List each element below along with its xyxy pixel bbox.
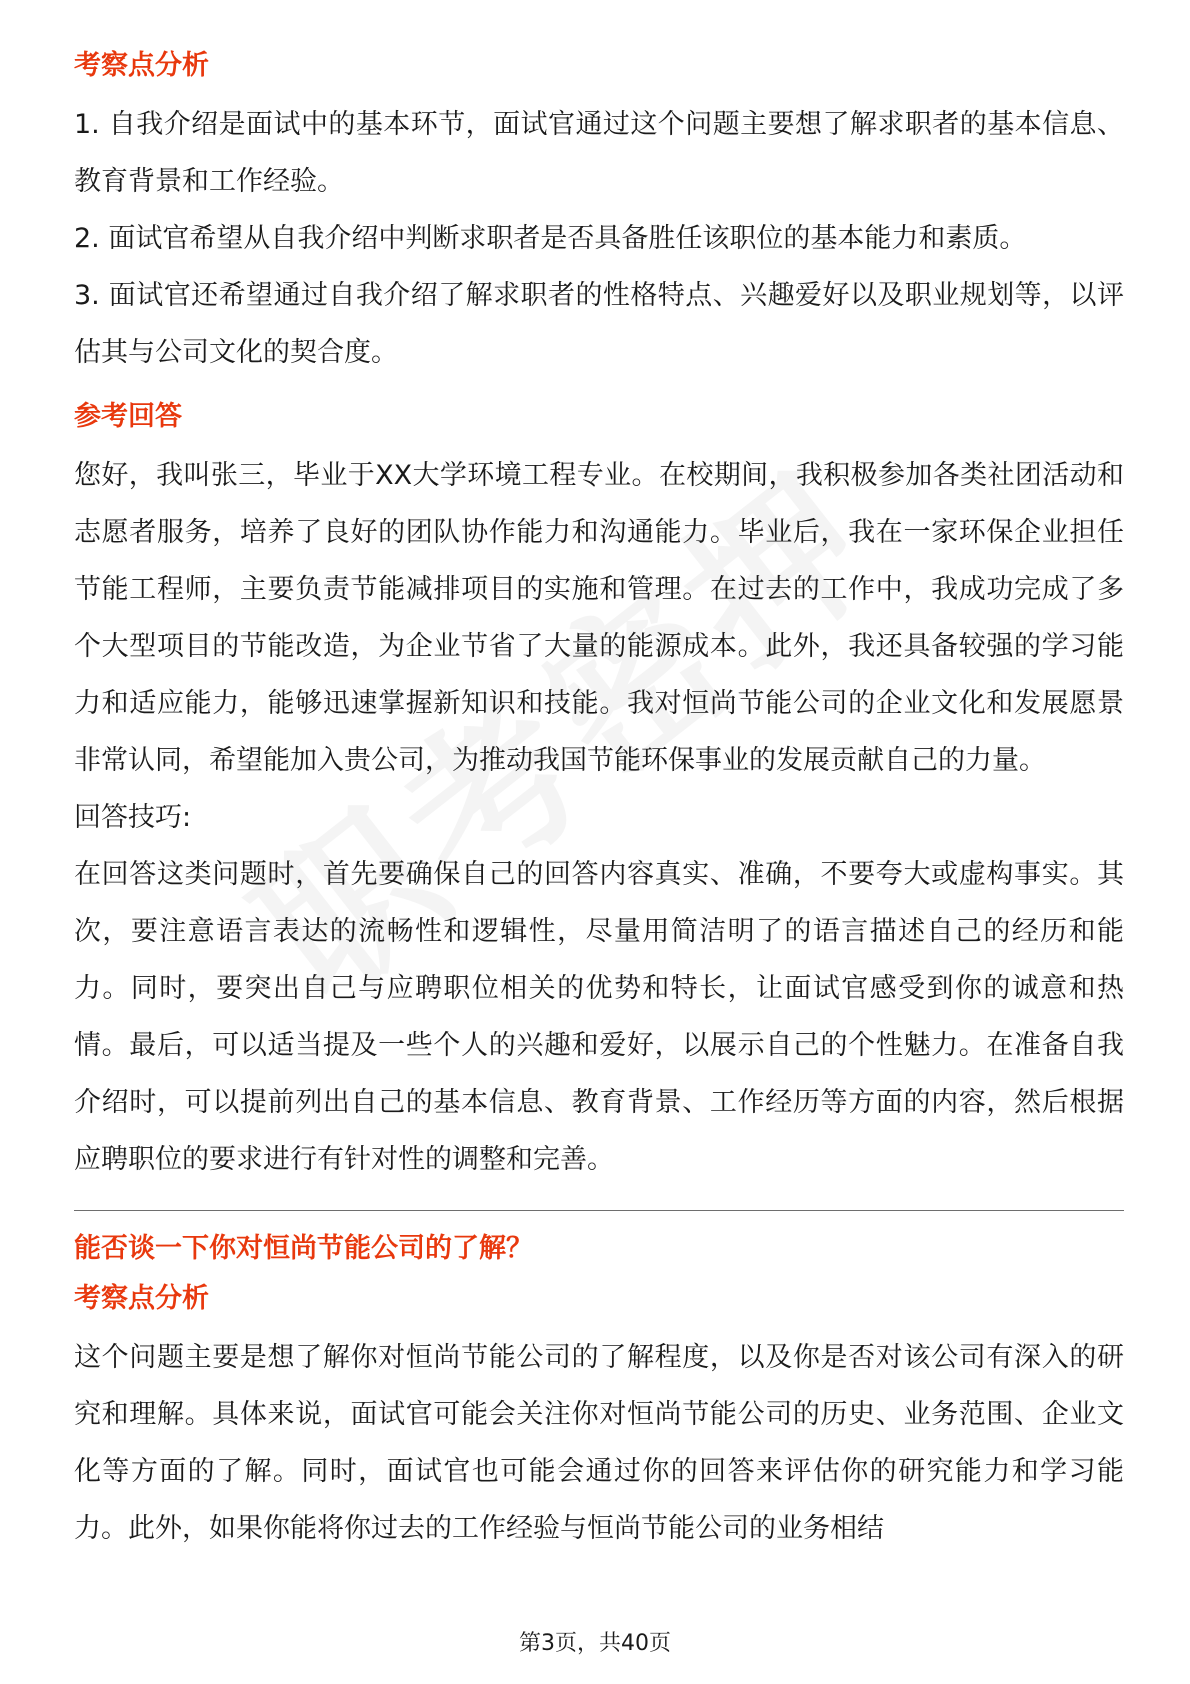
tips-text: 在回答这类问题时，首先要确保自己的回答内容真实、准确，不要夸大或虚构事实。其次，要注意语言表达的流畅性和逻辑性，尽量用简洁明了的语言描述自己的经历和能力。同时，要突出自己与应聘职位相关的优势和特长，让面试官感受到你的诚意和热情。最后，可以适当提及一些个人的兴趣和爱好，以展示自己的个性魅力。在准备自我介绍时，可以提前列出自己的基本信息、教育背景、工作经历等方面的内容，然后根据应聘职位的要求进行有针对性的调整和完善。 <box>74 859 1124 1175</box>
analysis-point-3: 3. 面试官还希望通过自我介绍了解求职者的性格特点、兴趣爱好以及职业规划等，以评估其与公司文化的契合度。 <box>74 280 1124 368</box>
question-title: 能否谈一下你对恒尚节能公司的了解？ <box>74 1233 533 1264</box>
answer-heading: 参考回答 <box>74 401 182 432</box>
analysis-heading-2: 考察点分析 <box>74 1283 209 1314</box>
reference-answer: 您好，我叫张三，毕业于XX大学环境工程专业。在校期间，我积极参加各类社团活动和志愿者服务，培养了良好的团队协作能力和沟通能力。毕业后，我在一家环保企业担任节能工程师，主要负责节能减排项目的实施和管理。在过去的工作中，我成功完成了多个大型项目的节能改造，为企业节省了大量的能源成本。此外，我还具备较强的学习能力和适应能力，能够迅速掌握新知识和技能。我对恒尚节能公司的企业文化和发展愿景非常认同，希望能加入贵公司，为推动我国节能环保事业的发展贡献自己的力量。 <box>74 460 1124 776</box>
analysis-text-2: 这个问题主要是想了解你对恒尚节能公司的了解程度，以及你是否对该公司有深入的研究和理解。具体来说，面试官可能会关注你对恒尚节能公司的历史、业务范围、企业文化等方面的了解。同时，面试官也可能会通过你的回答来评估你的研究能力和学习能力。此外，如果你能将你过去的工作经验与恒尚节能公司的业务相结 <box>74 1342 1124 1544</box>
analysis-heading: 考察点分析 <box>74 50 209 81</box>
document-page <box>74 44 1124 1557</box>
tips-label: 回答技巧: <box>74 802 192 833</box>
analysis-point-2: 2. 面试官希望从自我介绍中判断求职者是否具备胜任该职位的基本能力和素质。 <box>74 223 1027 254</box>
analysis-point-1: 1. 自我介绍是面试中的基本环节，面试官通过这个问题主要想了解求职者的基本信息、教育背景和工作经验。 <box>74 109 1124 197</box>
section-divider <box>74 1210 1124 1211</box>
page-number: 第3页，共40页 <box>519 1631 671 1656</box>
